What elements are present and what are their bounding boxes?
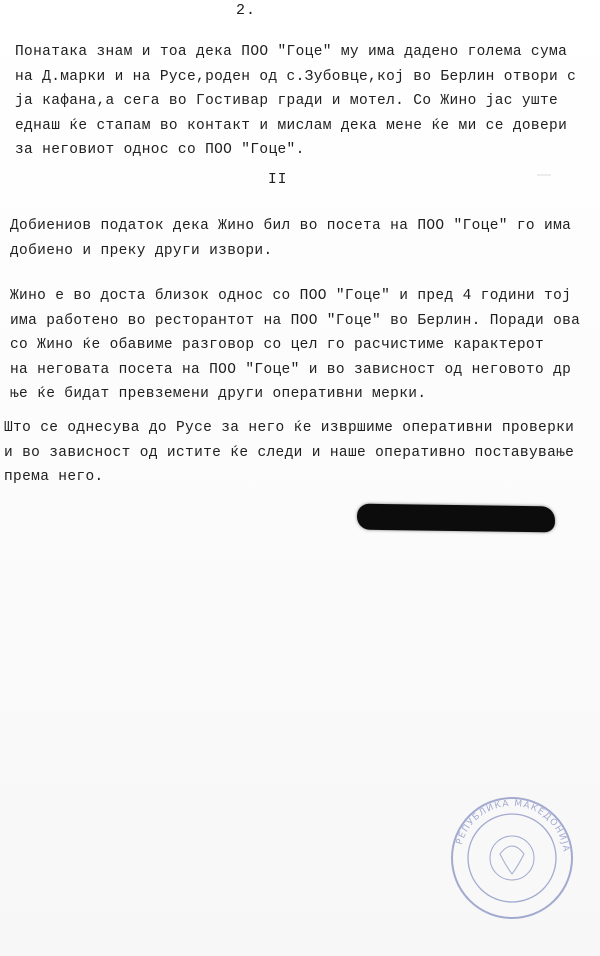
- paper-mark: [537, 173, 551, 177]
- paragraph-2: [0, 214, 600, 263]
- text-line: на Д.марки и на Русе,роден од с.Зубовце,кој во Берлин отвори с: [15, 68, 577, 85]
- paragraph-1: [0, 40, 600, 163]
- svg-text:РЕПУБЛИКА МАКЕДОНИЈА: [455, 799, 571, 854]
- text-line: со Жино ќе обавиме разговор со цел го расчистиме карактерот: [10, 337, 545, 353]
- text-line: за неговиот однос со ПОО "Гоце".: [15, 142, 305, 158]
- text-line: Понатака знам и тоа дека ПОО "Гоце" му има дадено голема сума: [15, 44, 568, 60]
- text-line: има работено во ресторантот на ПОО "Гоце" во Берлин. Поради ова: [10, 312, 581, 329]
- text-line: ње ќе бидат превземени други оперативни мерки.: [10, 386, 427, 402]
- paragraph-4: [0, 416, 600, 490]
- section-heading: II: [268, 172, 288, 188]
- text-line: Добиениов податок дека Жино бил во посета на ПОО "Гоце" го има: [10, 218, 572, 234]
- text-line: и во зависност од истите ќе следи и наше оперативно поставување: [4, 444, 575, 461]
- page-number: 2.: [236, 2, 257, 19]
- redacted-signature: [357, 504, 555, 533]
- text-line: ја кафана,а сега во Гостивар гради и мотел. Со Жино јас уште: [15, 93, 559, 109]
- paragraph-3: [0, 284, 600, 407]
- stamp-ring-text: РЕПУБЛИКА МАКЕДОНИЈА: [454, 798, 571, 854]
- text-line: добиено и преку други извори.: [10, 242, 273, 259]
- official-stamp: [448, 794, 576, 922]
- text-line: Жино е во доста близок однос со ПОО "Гоце" и пред 4 години тој: [10, 288, 572, 304]
- text-line: Што се однесува до Русе за него ќе извршиме оперативни проверки: [4, 420, 575, 436]
- text-line: на неговата посета на ПОО "Гоце" и во зависност од неговото др: [10, 361, 572, 378]
- text-line: еднаш ќе стапам во контакт и мислам дека мене ќе ми се довери: [15, 117, 568, 134]
- text-line: према него.: [4, 469, 104, 485]
